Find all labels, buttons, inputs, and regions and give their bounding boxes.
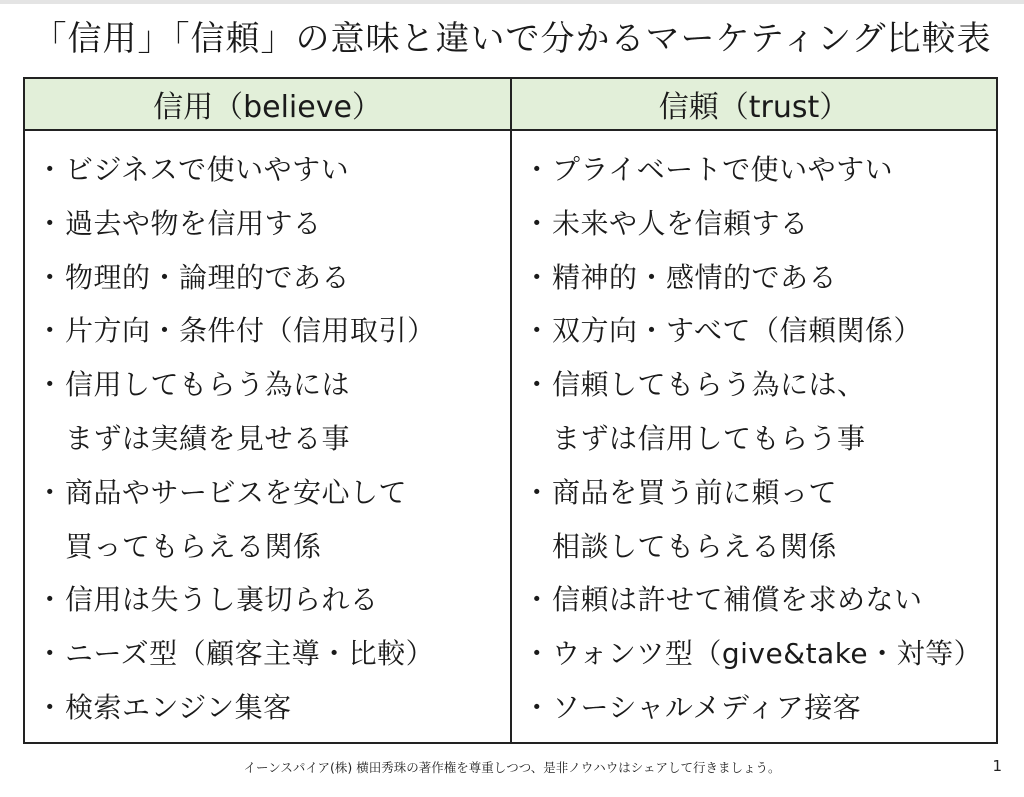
believe-line bbox=[35, 304, 510, 358]
believe-line-text: ビジネスで使いやすい bbox=[65, 153, 350, 186]
believe-line-text: 信用してもらう為には bbox=[65, 368, 351, 402]
bullet: ・ bbox=[522, 153, 552, 186]
believe-line bbox=[35, 573, 510, 627]
bullet: ・ bbox=[522, 260, 552, 294]
bullet: ・ bbox=[35, 153, 65, 186]
trust-line-continued bbox=[522, 520, 996, 574]
trust-line bbox=[522, 681, 996, 735]
believe-line bbox=[35, 627, 510, 681]
believe-line bbox=[35, 251, 510, 305]
believe-line-text: 過去や物を信用する bbox=[65, 206, 322, 240]
believe-line-text: 信用は失うし裏切られる bbox=[65, 583, 379, 617]
trust-line bbox=[522, 143, 996, 197]
bullet: ・ bbox=[522, 690, 552, 724]
bullet: ・ bbox=[522, 314, 552, 348]
believe-line-continued bbox=[35, 520, 510, 574]
believe-line bbox=[35, 197, 510, 251]
top-rule bbox=[0, 0, 1024, 4]
trust-line-continued bbox=[522, 412, 996, 466]
believe-line bbox=[35, 681, 510, 735]
bullet: ・ bbox=[35, 690, 65, 724]
bullet: ・ bbox=[35, 475, 65, 509]
trust-line bbox=[522, 197, 996, 251]
bullet: ・ bbox=[522, 637, 552, 671]
believe-line bbox=[35, 358, 510, 412]
header-trust: 信頼（trust） bbox=[512, 79, 996, 131]
trust-line bbox=[522, 573, 996, 627]
trust-line-text: 相談してもらえる関係 bbox=[552, 529, 838, 563]
bullet: ・ bbox=[35, 314, 65, 348]
bullet: ・ bbox=[35, 583, 65, 617]
believe-line-text: 商品やサービスを安心して bbox=[65, 475, 408, 509]
bullet: ・ bbox=[522, 206, 552, 240]
trust-line-text: プライベートで使いやすい bbox=[552, 153, 894, 186]
bullet: ・ bbox=[522, 475, 552, 509]
believe-line-text: 検索エンジン集客 bbox=[65, 690, 292, 724]
believe-line-text: 片方向・条件付（信用取引） bbox=[65, 314, 436, 348]
trust-line bbox=[522, 251, 996, 305]
believe-line-text: ニーズ型（顧客主導・比較） bbox=[65, 637, 435, 671]
trust-line bbox=[522, 627, 996, 681]
trust-line bbox=[522, 304, 996, 358]
comparison-table bbox=[23, 77, 998, 744]
trust-line-text: 信頼は許せて補償を求めない bbox=[552, 583, 923, 617]
bullet: ・ bbox=[522, 368, 552, 402]
page-number: 1 bbox=[992, 757, 1002, 775]
trust-line-text: 信頼してもらう為には、 bbox=[552, 368, 866, 402]
page-title: 「信用」「信頼」の意味と違いで分かるマーケティング比較表 bbox=[32, 19, 992, 59]
bullet: ・ bbox=[35, 368, 65, 402]
bullet: ・ bbox=[35, 260, 65, 294]
trust-line-text: まずは信用してもらう事 bbox=[552, 421, 866, 455]
believe-line-text: まずは実績を見せる事 bbox=[65, 421, 351, 455]
believe-line-text: 物理的・論理的である bbox=[65, 260, 351, 294]
bullet: ・ bbox=[35, 206, 65, 240]
trust-line-text: 精神的・感情的である bbox=[552, 260, 838, 294]
trust-line bbox=[522, 358, 996, 412]
trust-line-text: 双方向・すべて（信頼関係） bbox=[552, 314, 922, 348]
believe-line bbox=[35, 466, 510, 520]
bullet: ・ bbox=[35, 637, 65, 671]
copyright-footer: イーンスパイア(株) 横田秀珠の著作権を尊重しつつ、是非ノウハウはシェアして行きましょう。 bbox=[243, 760, 781, 775]
bullet: ・ bbox=[522, 583, 552, 617]
trust-line bbox=[522, 466, 996, 520]
believe-line-continued bbox=[35, 412, 510, 466]
trust-line-text: 未来や人を信頼する bbox=[552, 206, 809, 240]
trust-column bbox=[512, 131, 996, 742]
trust-line-text: 商品を買う前に頼って bbox=[552, 475, 838, 509]
believe-column bbox=[25, 131, 512, 742]
trust-line-text: ウォンツ型（give&take・対等） bbox=[552, 637, 983, 671]
believe-line bbox=[35, 143, 510, 197]
believe-line-text: 買ってもらえる関係 bbox=[65, 529, 322, 563]
header-believe: 信用（believe） bbox=[25, 79, 512, 131]
trust-line-text: ソーシャルメディア接客 bbox=[552, 690, 862, 724]
